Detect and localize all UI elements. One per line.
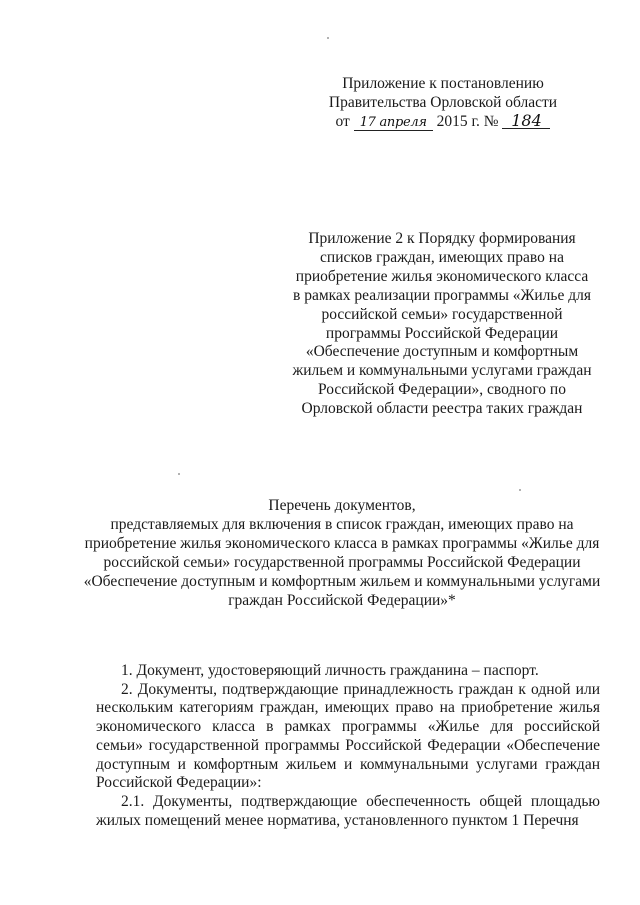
approval-line-2: Правительства Орловской области	[328, 94, 558, 111]
heading-line: представляемых для включения в список граждан, имеющих право на	[110, 515, 574, 533]
handwritten-date: 17 апреля	[354, 115, 433, 131]
approval-year-number-label: 2015 г. №	[436, 113, 499, 130]
scan-speck	[178, 473, 180, 475]
appendix-2-line: Российской Федерации», сводного по	[318, 381, 566, 399]
approval-prefix: от	[335, 113, 350, 130]
appendix-2-line: в рамках реализации программы «Жилье для	[293, 286, 591, 304]
list-item: 2. Документы, подтверждающие принадлежность граждан к одной или нескольким категориям граждан, имеющих право на приобретение жилья экономического класса в рамках программы «Жилье для российской семьи» государственной программы Российской Федерации «Обеспечение доступным и комфортным жильем и коммунальными услугами граждан Российской Федерации»:	[96, 680, 600, 792]
approval-line-3	[318, 112, 568, 131]
appendix-2-line: «Обеспечение доступным и комфортным	[305, 343, 579, 361]
heading-line: приобретение жилья экономического класса в рамках программы «Жилье для	[84, 534, 600, 552]
list-item: 1. Документ, удостоверяющий личность гражданина – паспорт.	[121, 662, 539, 679]
list-item: 2.1. Документы, подтверждающие обеспеченность общей площадью жилых помещений менее норматива, установленного пунктом 1 Перечня	[96, 792, 600, 829]
approval-line-1: Приложение к постановлению	[342, 75, 544, 92]
document-heading	[72, 497, 612, 610]
appendix-2-line: списков граждан, имеющих право на	[320, 248, 564, 266]
approval-stamp-block	[318, 74, 568, 131]
heading-line: Перечень документов,	[268, 497, 416, 514]
document-body	[96, 662, 600, 830]
appendix-2-line: Орловской области реестра таких граждан	[301, 400, 583, 418]
appendix-2-line: программы Российской Федерации	[325, 324, 559, 342]
handwritten-number: 184	[502, 113, 550, 129]
heading-line: «Обеспечение доступным и комфортным жильем и коммунальными услугами	[83, 572, 601, 590]
heading-line: граждан Российской Федерации»*	[228, 591, 456, 609]
scan-speck	[519, 489, 521, 491]
heading-line: российской семьи» государственной программы Российской Федерации	[103, 553, 581, 571]
appendix-2-block	[282, 230, 602, 419]
scan-speck	[327, 37, 329, 39]
appendix-2-line: приобретение жилья экономического класса	[295, 267, 589, 285]
appendix-2-line: российской семьи» государственной	[321, 305, 563, 323]
appendix-2-line: Приложение 2 к Порядку формирования	[308, 230, 576, 247]
appendix-2-line: жильем и коммунальными услугами граждан	[292, 362, 592, 380]
